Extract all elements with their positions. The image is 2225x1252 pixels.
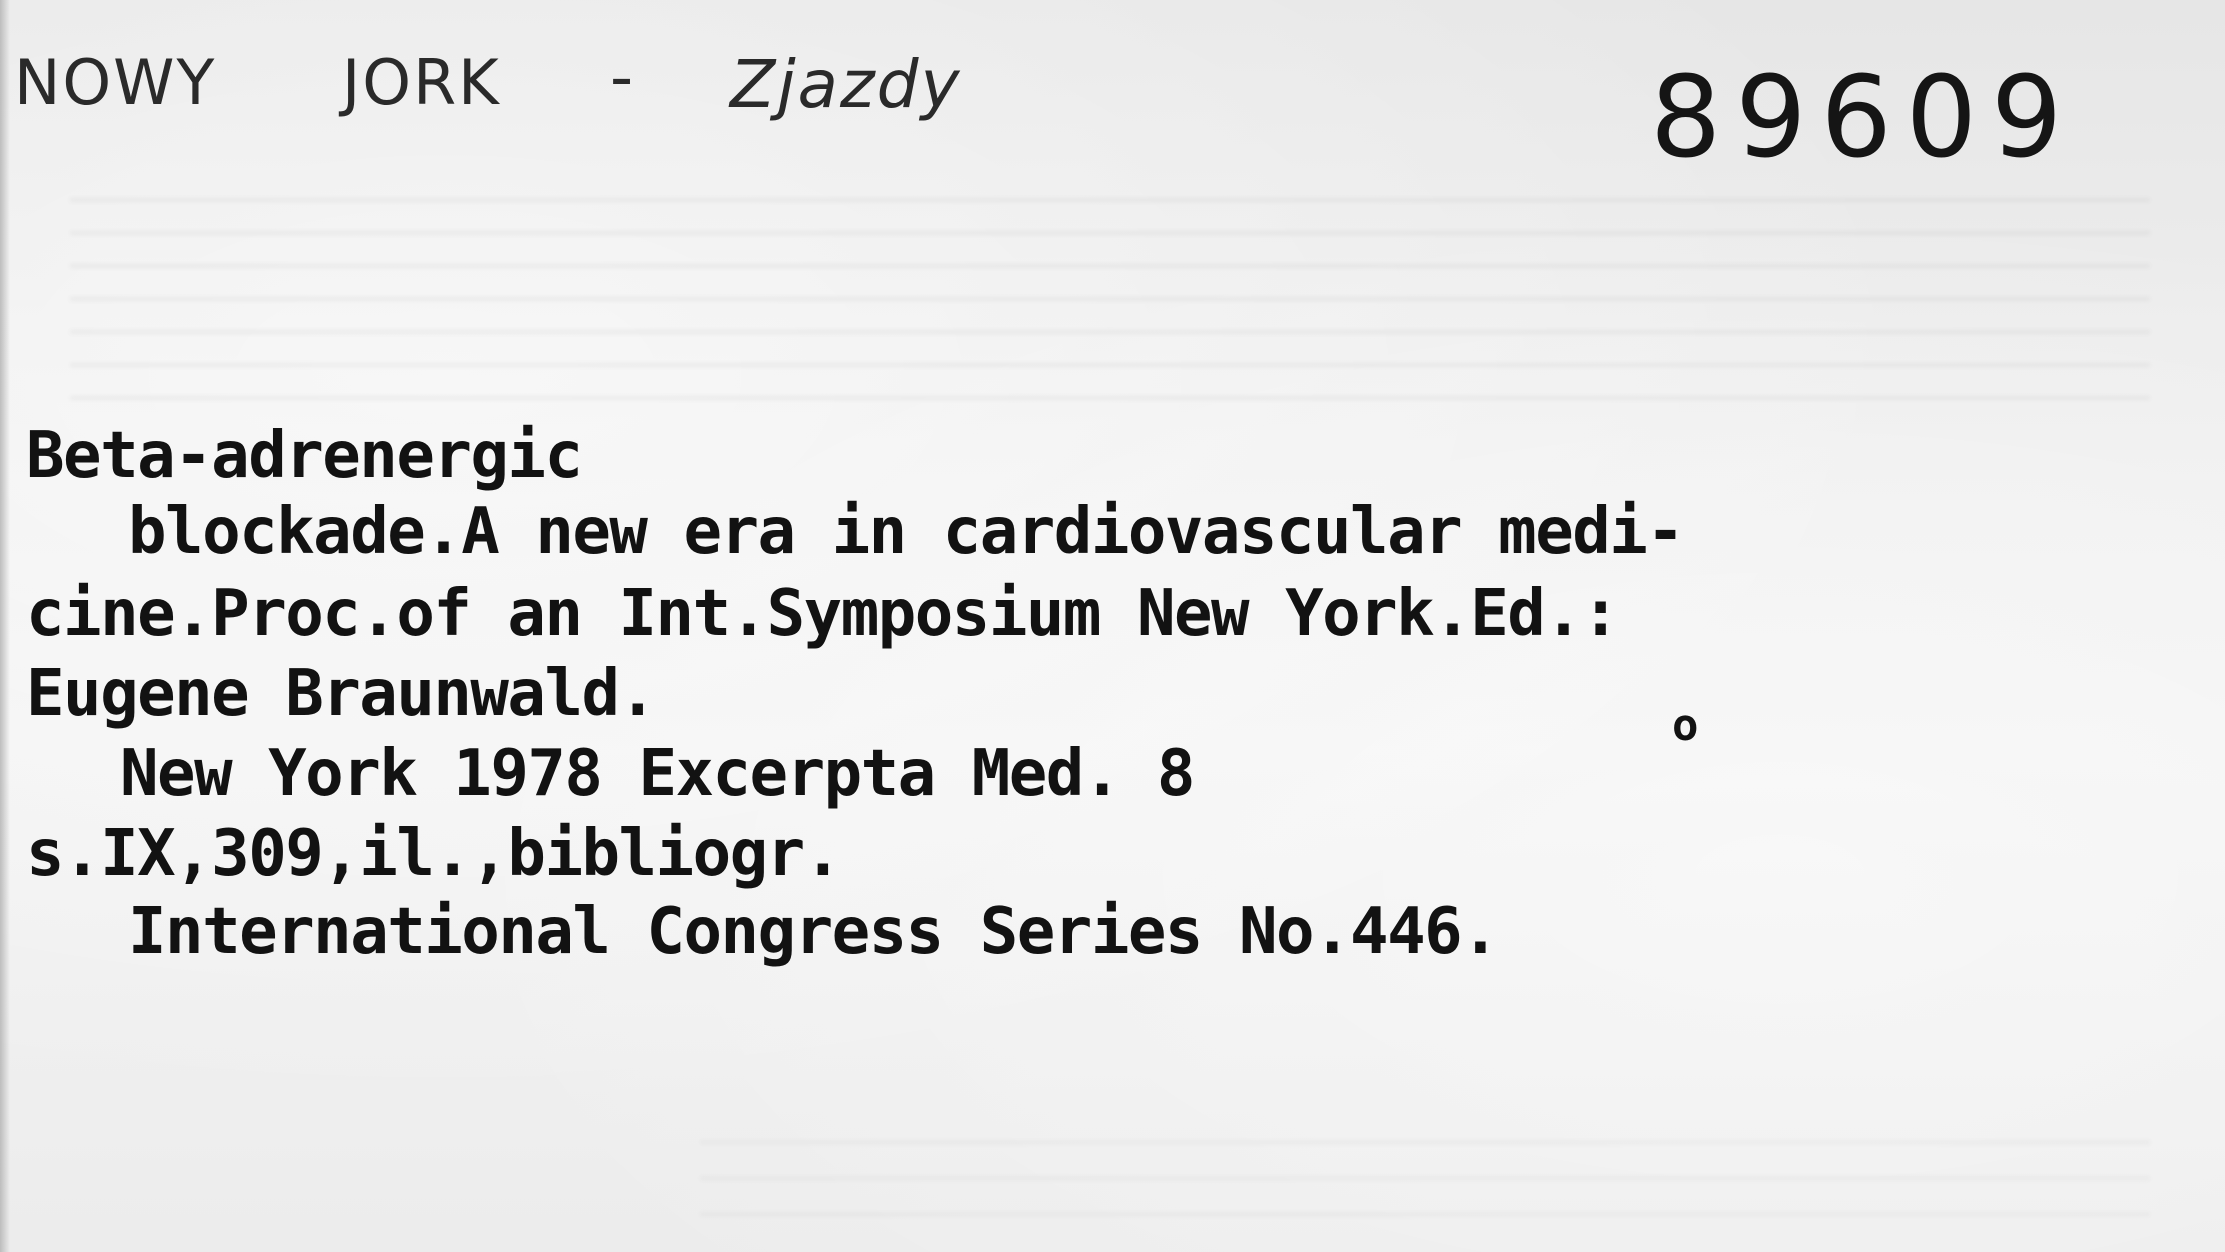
entry-line-collation: s.IX,309,il.,bibliogr.	[26, 817, 841, 891]
heading-city-word-2: JORK	[342, 46, 501, 119]
entry-line-series: International Congress Series No.446.	[128, 895, 1499, 969]
heading-city-word-1: NOWY	[14, 46, 217, 119]
entry-line-title-cont: blockade.A new era in cardiovascular medi-	[128, 495, 1684, 569]
entry-line-title: Beta-adrenergic	[26, 419, 582, 493]
entry-line-editor: Eugene Braunwald.	[26, 657, 656, 731]
format-superscript: o	[1672, 700, 1699, 751]
entry-line-proceedings: cine.Proc.of an Int.Symposium New York.Ed.:	[26, 577, 1619, 651]
card-edge-shadow	[0, 0, 10, 1252]
catalog-number: 89609	[1650, 53, 2077, 183]
entry-line-imprint: New York 1978 Excerpta Med. 8	[120, 737, 1194, 811]
heading-dash: -	[610, 41, 636, 115]
bleed-through-text	[70, 170, 2150, 410]
bleed-through-text-bottom	[700, 1110, 2150, 1220]
heading-topic: Zjazdy	[730, 46, 962, 123]
